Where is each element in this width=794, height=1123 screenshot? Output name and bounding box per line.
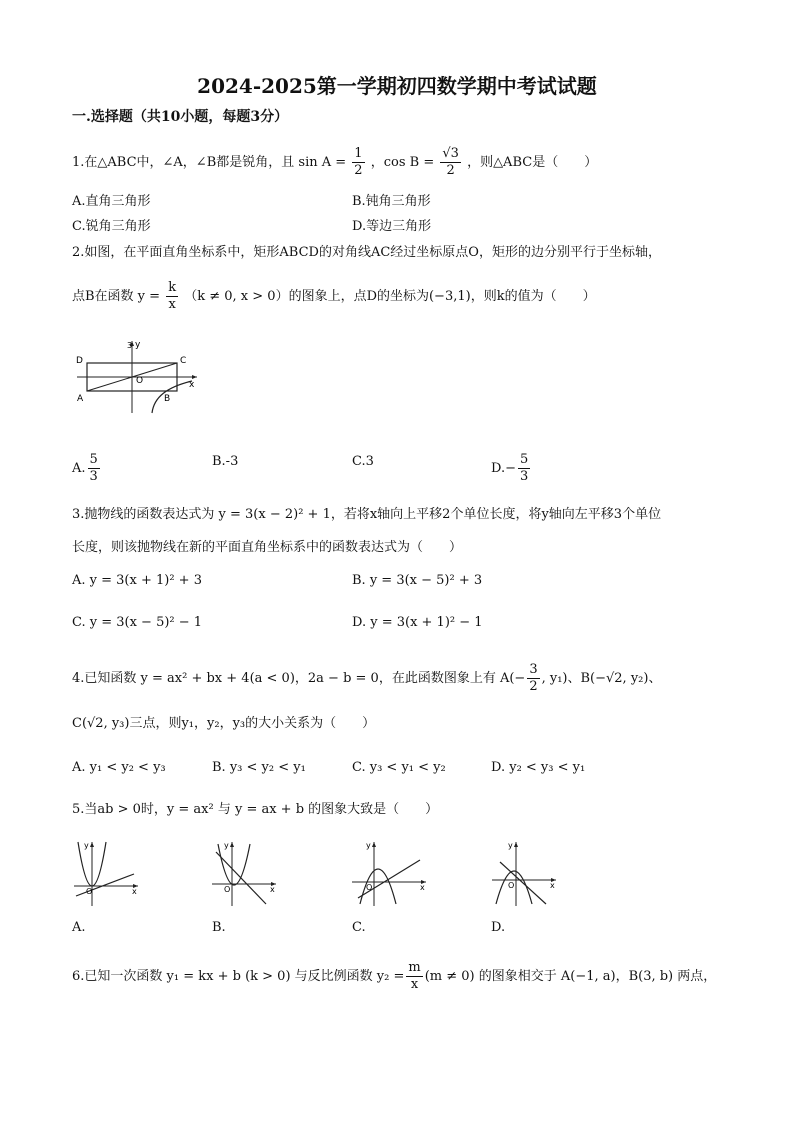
svg-text:O: O: [224, 885, 231, 894]
label-b: B: [164, 394, 171, 404]
q2-option-d[interactable]: D.− $\frac{5}{3}$: [491, 452, 529, 484]
q5-option-c[interactable]: C.: [352, 920, 366, 935]
q1-sin: sin A =: [298, 155, 347, 170]
label-x: x: [189, 380, 195, 390]
svg-text:x: x: [420, 883, 425, 892]
label-d: D: [76, 356, 83, 366]
q4-option-a[interactable]: A. y₁ < y₂ < y₃: [72, 760, 166, 775]
question-3-line-1: 3.抛物线的函数表达式为 y = 3(x − 2)² + 1，若将x轴向上平移2个单位长度，将y轴向左平移3个单位: [72, 507, 662, 522]
q4-frac: $\frac{3}{2}$: [529, 662, 538, 694]
q1-option-d[interactable]: D.等边三角形: [352, 219, 432, 234]
label-y: y: [135, 340, 141, 350]
svg-text:y: y: [224, 841, 229, 850]
label-three: 3: [127, 341, 133, 350]
svg-text:x: x: [132, 887, 137, 896]
q6-frac: $\frac{m}{x}$: [408, 960, 421, 992]
svg-text:x: x: [270, 885, 275, 894]
q2-option-b[interactable]: B.-3: [212, 454, 239, 469]
q5-graph-d: [490, 838, 560, 908]
q2-frac: $\frac{k}{x}$: [168, 280, 177, 312]
q1-lead: 1.在△ABC中，∠A，∠B都是锐角，且: [72, 155, 295, 170]
question-1-stem: [72, 146, 722, 179]
q4-option-c[interactable]: C. y₃ < y₁ < y₂: [352, 760, 446, 775]
q1-tail: ，则△ABC是（ ）: [467, 155, 598, 170]
question-6-stem: 6.已知一次函数 y₁ = kx + b (k > 0) 与反比例函数 y₂ = $\frac{m}{x}$ (m ≠ 0) 的图象相交于 A(−1, a)，B(3, b) 两点，: [72, 960, 717, 992]
q1-frac-2: $\frac{√3}{2}$: [442, 146, 459, 178]
hyperbola-curve: [152, 381, 192, 413]
question-4-line-1: 4.已知函数 y = ax² + bx + 4(a < 0)，2a − b = 0，在此函数图象上有 A(− $\frac{3}{2}$ , y₁)、B(−√2, y₂)、: [72, 662, 662, 694]
q5-graph-b: [210, 838, 280, 908]
question-2-line-1: 2.如图，在平面直角坐标系中，矩形ABCD的对角线AC经过坐标原点O，矩形的边分别平行于坐标轴，: [72, 245, 661, 260]
parabola: [218, 844, 250, 885]
q1-frac-1: $\frac{1}{2}$: [354, 146, 363, 178]
q5-option-d[interactable]: D.: [491, 920, 506, 935]
svg-text:y: y: [366, 841, 371, 850]
svg-text:O: O: [508, 881, 515, 890]
q5-graph-a: [72, 838, 142, 908]
label-c: C: [180, 356, 187, 366]
q5-option-b[interactable]: B.: [212, 920, 226, 935]
section-heading: 一.选择题（共10小题，每题3分）: [72, 109, 289, 125]
q4-option-b[interactable]: B. y₃ < y₂ < y₁: [212, 760, 306, 775]
q4-option-d[interactable]: D. y₂ < y₃ < y₁: [491, 760, 586, 775]
q1-option-b[interactable]: B.钝角三角形: [352, 194, 431, 209]
svg-text:y: y: [508, 841, 513, 850]
q2-option-a[interactable]: A. $\frac{5}{3}$: [72, 452, 98, 484]
q1-cos: ，cos B =: [370, 155, 435, 170]
question-4-line-2: C(√2, y₃)三点，则y₁，y₂，y₃的大小关系为（ ）: [72, 716, 376, 731]
question-3-line-2: 长度，则该抛物线在新的平面直角坐标系中的函数表达式为（ ）: [72, 540, 463, 555]
line: [76, 874, 134, 896]
q3-option-b[interactable]: B. y = 3(x − 5)² + 3: [352, 573, 483, 588]
question-2-line-2: 点B在函数 y = $\frac{k}{x}$ （k ≠ 0, x > 0）的图象上，点D的坐标为(−3,1)，则k的值为（ ）: [72, 280, 596, 312]
q1-option-c[interactable]: C.锐角三角形: [72, 219, 151, 234]
q5-graph-c: [350, 838, 430, 908]
page-title: 2024-2025第一学期初四数学期中考试试题: [197, 74, 597, 98]
label-a: A: [77, 394, 84, 404]
q2-figure: [72, 335, 202, 415]
q3-option-d[interactable]: D. y = 3(x + 1)² − 1: [352, 615, 483, 630]
line: [500, 862, 546, 904]
q2-option-c[interactable]: C.3: [352, 454, 374, 469]
q5-option-a[interactable]: A.: [72, 920, 86, 935]
svg-text:y: y: [84, 841, 89, 850]
svg-text:O: O: [366, 883, 373, 892]
label-o: O: [136, 376, 144, 386]
svg-text:O: O: [86, 887, 93, 896]
q3-option-a[interactable]: A. y = 3(x + 1)² + 3: [72, 573, 202, 588]
line: [358, 860, 420, 898]
line: [216, 852, 266, 904]
question-5-stem: 5.当ab > 0时，y = ax² 与 y = ax + b 的图象大致是（ ）: [72, 802, 439, 817]
q3-option-c[interactable]: C. y = 3(x − 5)² − 1: [72, 615, 203, 630]
q1-option-a[interactable]: A.直角三角形: [72, 194, 151, 209]
svg-text:x: x: [550, 881, 555, 890]
